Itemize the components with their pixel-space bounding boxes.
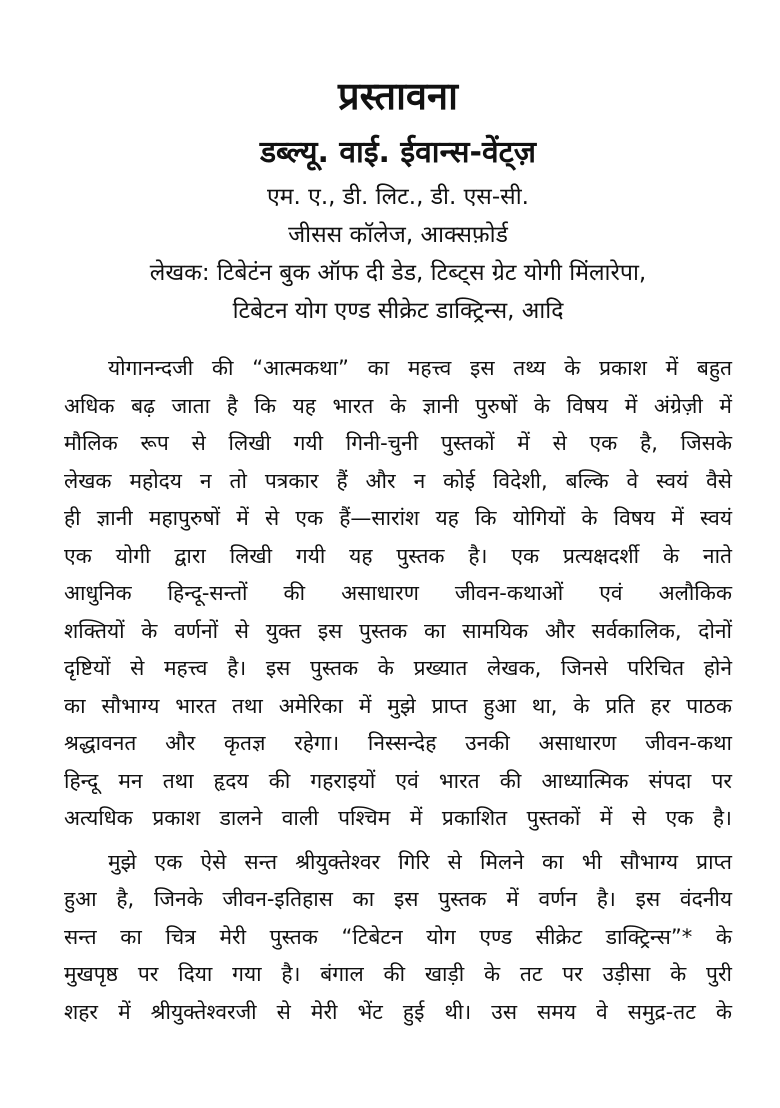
- text-line: मुझे एक ऐसे सन्त श्रीयुक्तेश्वर गिरि से मिलने का भी सौभाग्य प्राप्त: [108, 849, 732, 874]
- text-line: एक योगी द्वारा लिखी गयी यह पुस्तक है। एक प्रत्यक्षदर्शी के नाते: [64, 543, 732, 568]
- text-line: श्रद्धावनत और कृतज्ञ रहेगा। निस्सन्देह उनकी असाधारण जीवन-कथा: [64, 731, 732, 755]
- paragraph-1: [64, 350, 732, 838]
- text-line: आधुनिक हिन्दू-सन्तों की असाधारण जीवन-कथाओं एवं अलौकिक: [64, 581, 732, 605]
- page-title: प्रस्तावना: [338, 74, 458, 118]
- text-line: ही ज्ञानी महापुरुषों में से एक हैं—सारांश यह कि योगियों के विषय में स्वयं: [64, 506, 732, 530]
- text-line: सन्त का चित्र मेरी पुस्तक “टिबेटन योग एण्ड सीक्रेट डाक्ट्रिन्स”* के: [64, 924, 732, 949]
- text-line: हिन्दू मन तथा हृदय की गहराइयों एवं भारत की आध्यात्मिक संपदा पर: [64, 768, 732, 793]
- text-line: मुखपृष्ठ पर दिया गया है। बंगाल की खाड़ी के तट पर उड़ीसा के पुरी: [64, 962, 732, 986]
- author-college: जीसस कॉलेज, आक्सफ़ोर्ड: [288, 222, 508, 248]
- author-degrees: एम. ए., डी. लिट., डी. एस-सी.: [267, 184, 529, 210]
- text-line: दृष्टियों से महत्त्व है। इस पुस्तक के प्रख्यात लेखक, जिनसे परिचित होने: [64, 656, 732, 680]
- author-name: डब्ल्यू. वाई. ईवान्स-वेंट्ज़: [259, 135, 537, 170]
- text-line: अत्यधिक प्रकाश डालने वाली पश्चिम में प्रकाशित पुस्तकों में से एक है।: [64, 806, 732, 830]
- paragraph-2: [64, 844, 732, 1032]
- text-line: शक्तियों के वर्णनों से युक्त इस पुस्तक का सामयिक और सर्वकालिक, दोनों: [64, 618, 732, 643]
- text-line: का सौभाग्य भारत तथा अमेरिका में मुझे प्राप्त हुआ था, के प्रति हर पाठक: [64, 693, 732, 718]
- text-line: योगानन्दजी की “आत्मकथा” का महत्त्व इस तथ्य के प्रकाश में बहुत: [108, 356, 732, 380]
- author-works-line-2: टिबेटन योग एण्ड सीक्रेट डाक्ट्रिन्स, आदि: [232, 298, 564, 324]
- text-line: शहर में श्रीयुक्तेश्वरजी से मेरी भेंट हुई थी। उस समय वे समुद्र-तट के: [64, 999, 732, 1024]
- text-line: हुआ है, जिनके जीवन-इतिहास का इस पुस्तक में वर्णन है। इस वंदनीय: [64, 887, 732, 911]
- body-text: [64, 350, 732, 1031]
- author-works-line-1: लेखक: टिबेटंन बुक ऑफ दी डेड, टिब्ट्स ग्रेट योगी मिंलारेपा,: [149, 260, 647, 286]
- text-line: मौलिक रूप से लिखी गयी गिनी-चुनी पुस्तकों में से एक है, जिसके: [64, 431, 732, 455]
- text-line: अधिक बढ़ जाता है कि यह भारत के ज्ञानी पुरुषों के विषय में अंग्रेज़ी में: [64, 393, 732, 418]
- text-line: लेखक महोदय न तो पत्रकार हैं और न कोई विदेशी, बल्कि वे स्वयं वैसे: [64, 468, 732, 493]
